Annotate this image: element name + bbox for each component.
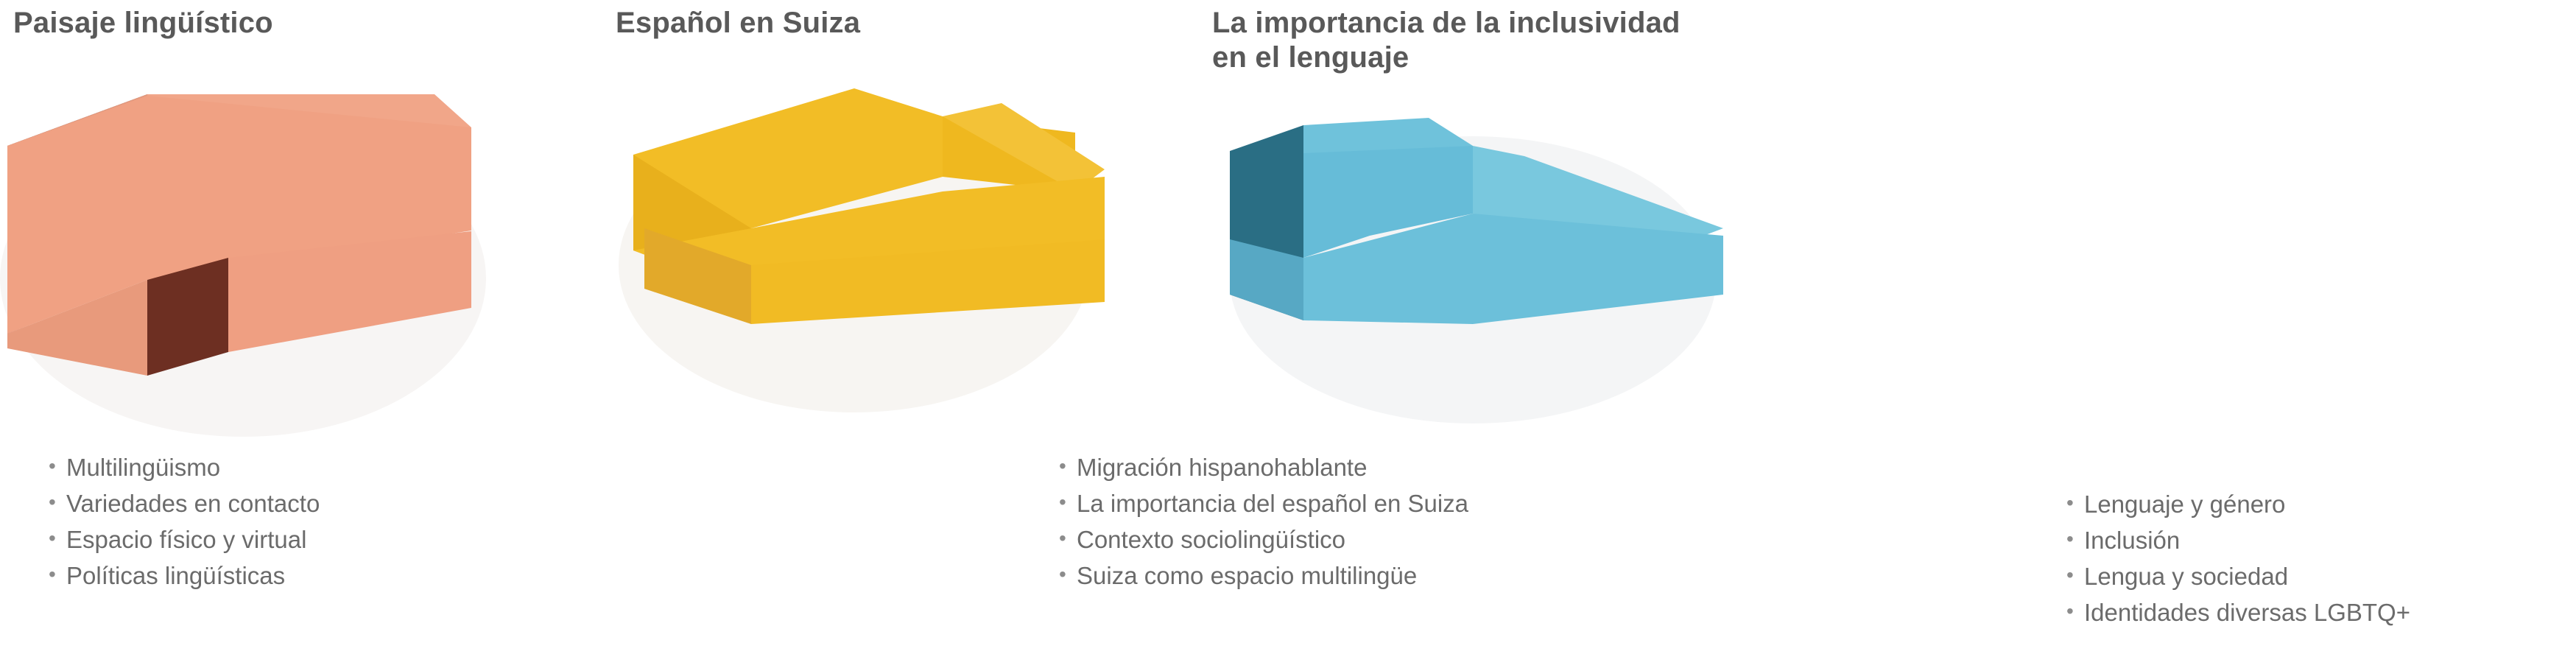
column-2-title: Español en Suiza bbox=[616, 7, 861, 39]
list-item: • Identidades diversas LGBTQ+ bbox=[2031, 596, 2576, 630]
list-item: • Variedades en contacto bbox=[13, 487, 529, 521]
column-3-title: La importancia de la inclusividad en el lenguaje bbox=[1212, 7, 1681, 74]
column-1-bullet-list bbox=[13, 451, 529, 594]
content-column-3 bbox=[1208, 0, 2410, 654]
content-column-1 bbox=[0, 0, 589, 654]
blue-3d-block-illustration bbox=[1208, 110, 1728, 457]
list-item: • Contexto sociolingüístico bbox=[1024, 523, 1569, 558]
list-item: • La importancia del español en Suiza bbox=[1024, 487, 1569, 521]
orange-3d-block-illustration bbox=[0, 87, 530, 440]
yellow-3d-block-illustration bbox=[604, 81, 1134, 427]
list-item: • Políticas lingüísticas bbox=[13, 559, 529, 594]
list-item: • Suiza como espacio multilingüe bbox=[1024, 559, 1569, 594]
list-item: • Lengua y sociedad bbox=[2031, 560, 2576, 594]
column-3-illustration bbox=[1208, 110, 1728, 457]
list-item: • Multilingüismo bbox=[13, 451, 529, 485]
list-item: • Espacio físico y virtual bbox=[13, 523, 529, 558]
column-3-bullet-list bbox=[2031, 488, 2576, 631]
column-1-illustration bbox=[0, 87, 589, 440]
column-1-title: Paisaje lingüístico bbox=[13, 7, 273, 39]
list-item: • Migración hispanohablante bbox=[1024, 451, 1569, 485]
list-item: • Lenguaje y género bbox=[2031, 488, 2576, 522]
list-item: • Inclusión bbox=[2031, 524, 2576, 558]
column-2-illustration bbox=[604, 81, 1193, 427]
